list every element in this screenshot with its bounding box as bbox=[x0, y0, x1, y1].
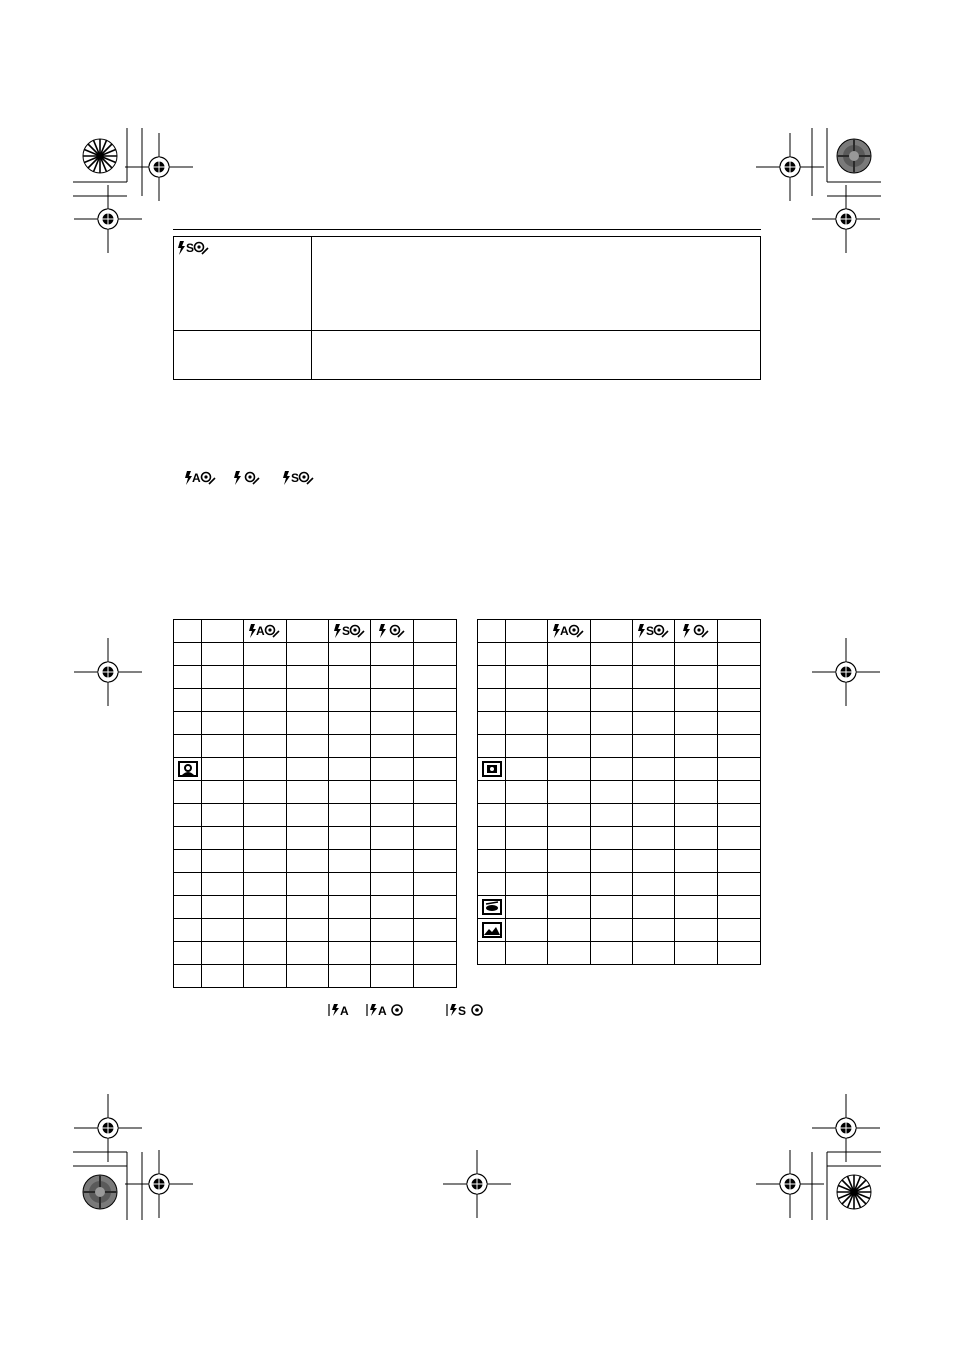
table-row bbox=[174, 942, 457, 965]
flash-auto-icon bbox=[328, 1003, 352, 1017]
flash-auto-redeye-icon bbox=[366, 1003, 406, 1017]
table-header-row bbox=[174, 620, 457, 643]
svg-text:A: A bbox=[192, 471, 201, 485]
table-row bbox=[174, 643, 457, 666]
baby-scene-icon bbox=[177, 760, 199, 778]
flash-on-redeye-icon bbox=[377, 623, 407, 639]
table-row bbox=[478, 758, 761, 781]
svg-text:S: S bbox=[458, 1004, 467, 1017]
footer-note bbox=[328, 1003, 498, 1019]
table-row bbox=[478, 896, 761, 919]
svg-text:A: A bbox=[256, 624, 265, 638]
flash-slow-sync-redeye-icon bbox=[446, 1003, 486, 1017]
flash-auto-redeye-icon bbox=[248, 623, 282, 639]
table-row bbox=[174, 965, 457, 988]
table-row bbox=[478, 804, 761, 827]
table-row bbox=[174, 804, 457, 827]
table-row bbox=[478, 735, 761, 758]
table-row bbox=[174, 827, 457, 850]
flash-slow-sync-redeye-icon bbox=[333, 623, 367, 639]
flash-description-table bbox=[173, 236, 761, 380]
flash-mode-legend bbox=[184, 470, 324, 488]
table-row bbox=[478, 919, 761, 942]
food-scene-icon bbox=[481, 898, 503, 916]
flash-slow-sync-redeye-icon bbox=[282, 470, 316, 486]
table-row bbox=[174, 758, 457, 781]
flash-slow-sync-redeye-icon bbox=[637, 623, 671, 639]
flash-auto-redeye-icon bbox=[552, 623, 586, 639]
header-rule bbox=[173, 229, 761, 230]
table-row bbox=[478, 666, 761, 689]
table-row bbox=[174, 919, 457, 942]
table-row bbox=[478, 643, 761, 666]
table-row bbox=[478, 712, 761, 735]
table-row bbox=[478, 781, 761, 804]
table-row bbox=[174, 689, 457, 712]
table-header-row bbox=[478, 620, 761, 643]
flash-slow-sync-redeye-icon bbox=[177, 240, 211, 256]
table-row bbox=[478, 689, 761, 712]
svg-text:S: S bbox=[645, 624, 654, 638]
table-row bbox=[478, 850, 761, 873]
svg-text:A: A bbox=[340, 1004, 349, 1017]
svg-text:S: S bbox=[341, 624, 350, 638]
svg-text:S: S bbox=[186, 241, 195, 255]
table-row bbox=[478, 873, 761, 896]
flash-on-redeye-icon bbox=[232, 470, 262, 486]
table-row bbox=[174, 666, 457, 689]
scene-flash-table-left bbox=[173, 619, 457, 988]
table-row bbox=[478, 827, 761, 850]
table-row bbox=[174, 735, 457, 758]
self-portrait-scene-icon bbox=[481, 760, 503, 778]
table-row bbox=[174, 873, 457, 896]
landscape-scene-icon bbox=[481, 921, 503, 939]
table-row bbox=[174, 712, 457, 735]
svg-text:S: S bbox=[291, 471, 300, 485]
table-row bbox=[174, 850, 457, 873]
svg-text:A: A bbox=[378, 1004, 387, 1017]
flash-auto-redeye-icon bbox=[184, 470, 218, 486]
scene-flash-table-right bbox=[477, 619, 761, 965]
table-row bbox=[478, 942, 761, 965]
table-row bbox=[174, 781, 457, 804]
table-row bbox=[174, 896, 457, 919]
flash-on-redeye-icon bbox=[681, 623, 711, 639]
svg-text:A: A bbox=[560, 624, 569, 638]
